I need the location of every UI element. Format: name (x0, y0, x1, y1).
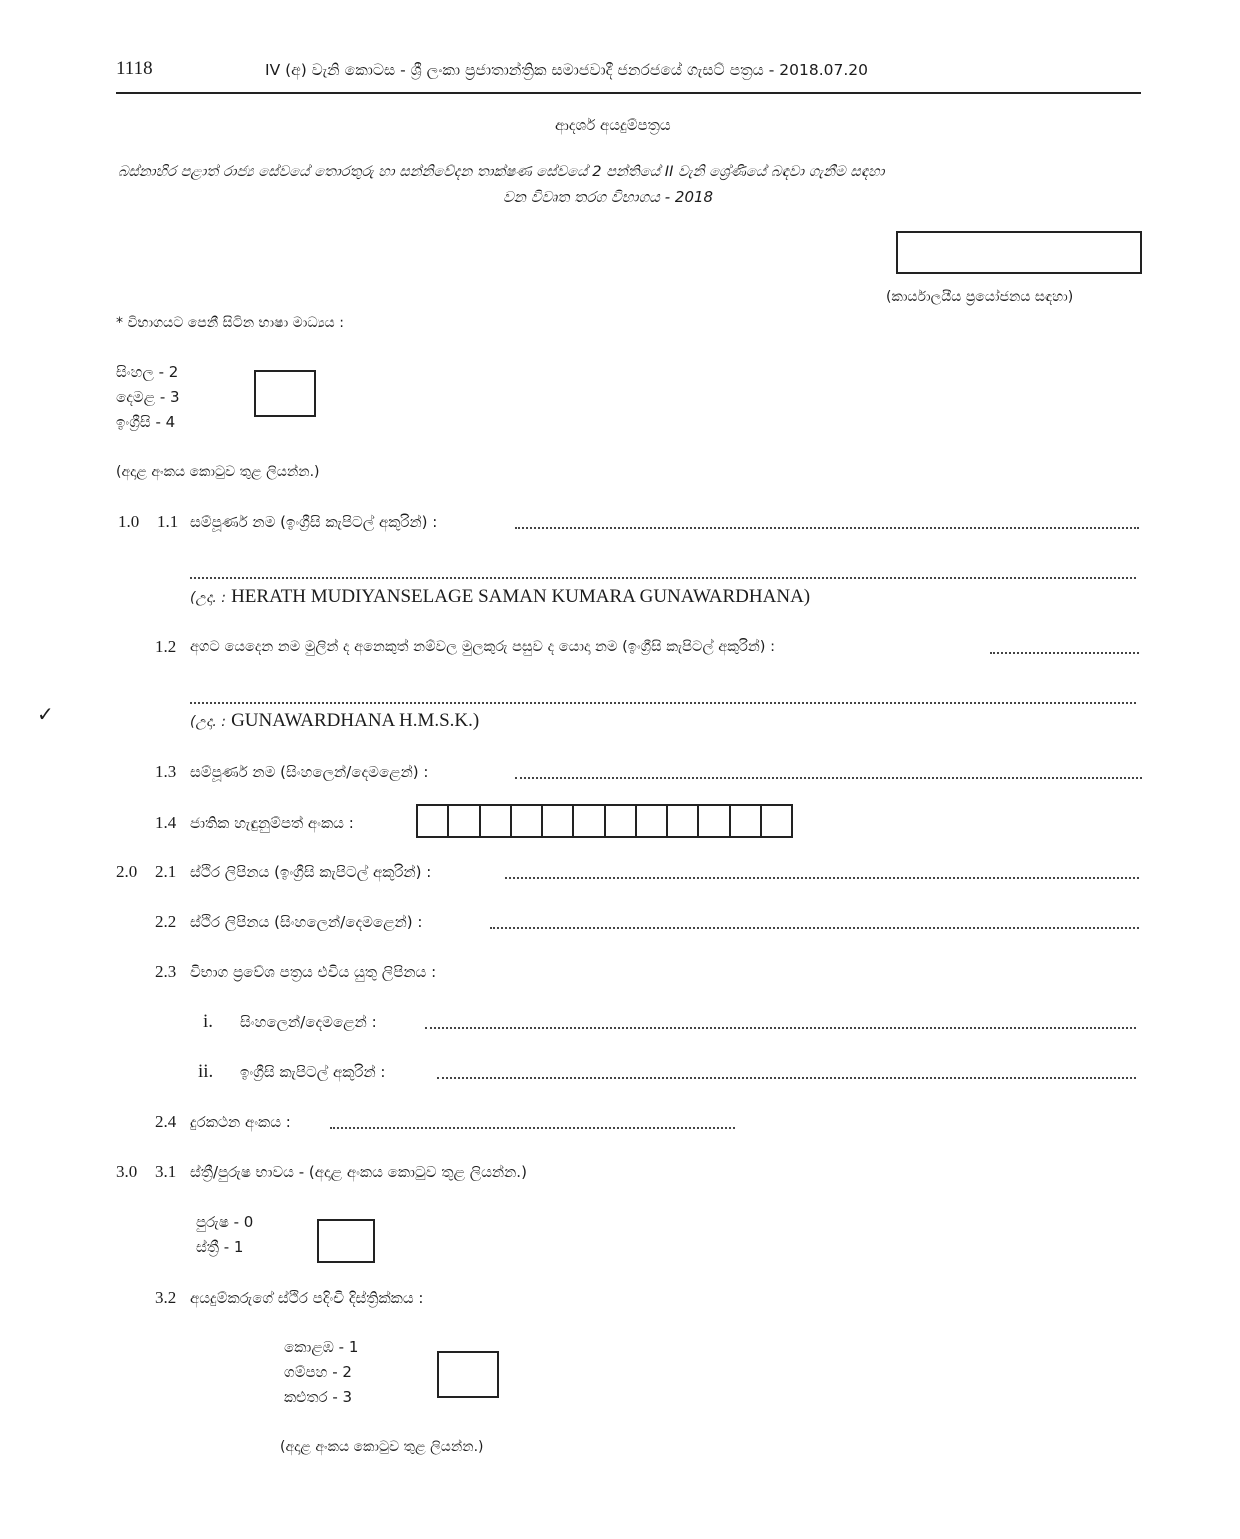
q2-1-label: ස්ථිර ලිපිනය (ඉංග්‍රීසි කැපිටල් අකුරින්) : (190, 863, 432, 881)
q1-4-label: ජාතික හැඳුනුම්පත් අංකය : (190, 814, 354, 832)
q2-3-i-label: සිංහලෙන්/දෙමළෙන් : (240, 1013, 377, 1031)
page-number: 1118 (116, 58, 153, 79)
permanent-address-english-field[interactable] (505, 877, 1139, 879)
full-name-english-field[interactable] (515, 527, 1139, 529)
language-medium-box[interactable] (254, 370, 316, 417)
admission-address-sinhala-tamil-field[interactable] (425, 1027, 1136, 1029)
q2-3-number: 2.3 (155, 962, 177, 981)
section-3-number: 3.0 (116, 1162, 138, 1181)
q1-3-label: සම්පූර්ණ නම (සිංහලෙන්/දෙමළෙන්) : (190, 763, 429, 781)
q2-2-number: 2.2 (155, 912, 177, 931)
form-subtitle-line2: වන විවෘත තරග විභාගය - 2018 (503, 188, 714, 206)
nic-digit-box[interactable] (762, 806, 791, 836)
district-box-instruction: (අදාළ අංකය කොටුව තුළ ලියන්න.) (280, 1439, 484, 1455)
q2-2-label: ස්ථිර ලිපිනය (සිංහලෙන්/දෙමළෙන්) : (190, 913, 423, 931)
q3-2-number: 3.2 (155, 1288, 177, 1307)
language-option-english: ඉංග්‍රීසි - 4 (116, 413, 176, 431)
q1-2-example-value: GUNAWARDHANA H.M.S.K.) (231, 710, 480, 731)
nic-digit-box[interactable] (543, 806, 574, 836)
q1-1-number: 1.1 (157, 512, 179, 531)
nic-digit-box[interactable] (637, 806, 668, 836)
telephone-number-field[interactable] (330, 1127, 735, 1129)
q1-1-example-value: HERATH MUDIYANSELAGE SAMAN KUMARA GUNAWARDHANA) (231, 586, 811, 607)
nic-digit-box[interactable] (481, 806, 512, 836)
q2-3-ii-number: ii. (198, 1061, 214, 1082)
name-with-initials-field[interactable] (990, 652, 1139, 654)
q2-3-i-number: i. (203, 1011, 214, 1032)
district-option-kalutara: කළුතර - 3 (284, 1388, 353, 1406)
q1-1-example-prefix: (උදා. : (190, 590, 226, 606)
nic-digit-box[interactable] (449, 806, 480, 836)
gender-option-female: ස්ත්‍රී - 1 (196, 1238, 244, 1256)
q1-2-example-prefix: (උදා. : (190, 714, 226, 730)
nic-digit-box[interactable] (668, 806, 699, 836)
name-with-initials-field-line2[interactable] (190, 702, 1136, 704)
language-box-instruction: (අදාළ අංකය කොටුව තුළ ලියන්න.) (116, 464, 320, 480)
q2-4-label: දුරකථන අංකය : (190, 1113, 291, 1131)
q2-3-label: විභාග ප්‍රවේශ පත්‍රය එවිය යුතු ලිපිනය : (190, 963, 437, 981)
nic-number-boxes[interactable] (416, 804, 793, 838)
form-title: ආදර්ශ අයදුම්පත්‍රය (555, 116, 671, 134)
q2-1-number: 2.1 (155, 862, 177, 881)
nic-digit-box[interactable] (418, 806, 449, 836)
q1-1-label: සම්පූර්ණ නම (ඉංග්‍රීසි කැපිටල් අකුරින්) : (190, 513, 438, 531)
district-option-gampaha: ගම්පහ - 2 (284, 1363, 352, 1381)
full-name-sinhala-tamil-field[interactable] (515, 777, 1142, 779)
district-option-colombo: කොළඹ - 1 (284, 1338, 359, 1356)
q1-4-number: 1.4 (155, 813, 177, 832)
gender-option-male: පුරුෂ - 0 (196, 1213, 254, 1231)
q1-2-label: අගට යෙදෙන නම මුලින් ද අනෙකුත් නම්වල මුලකුරු පසුව ද යොදා නම (ඉංග්‍රීසි කැපිටල් අකුරින්) : (190, 638, 776, 655)
form-subtitle-line1: බස්නාහිර පළාත් රාජ්‍ය සේවයේ තොරතුරු හා සන්නිවේදන තාක්ෂණ සේවයේ 2 පන්තියේ II වැනි ශ්‍රේණියේ බඳවා ගැනීම සඳහා (118, 163, 885, 180)
nic-digit-box[interactable] (606, 806, 637, 836)
q3-1-number: 3.1 (155, 1162, 177, 1181)
full-name-english-field-line2[interactable] (190, 577, 1136, 579)
q2-4-number: 2.4 (155, 1112, 177, 1131)
permanent-address-sinhala-tamil-field[interactable] (490, 927, 1139, 929)
margin-check-mark: ✓ (37, 702, 54, 726)
nic-digit-box[interactable] (512, 806, 543, 836)
nic-digit-box[interactable] (731, 806, 762, 836)
language-medium-label: * විභාගයට පෙනී සිටින භාෂා මාධ්‍යය : (116, 315, 344, 331)
office-use-box (896, 231, 1142, 274)
gender-box[interactable] (317, 1219, 375, 1263)
q1-2-number: 1.2 (155, 637, 177, 656)
section-2-number: 2.0 (116, 862, 138, 881)
q2-3-ii-label: ඉංග්‍රීසි කැපිටල් අකුරින් : (240, 1063, 386, 1081)
section-1-number: 1.0 (118, 512, 140, 531)
q1-3-number: 1.3 (155, 762, 177, 781)
nic-digit-box[interactable] (699, 806, 730, 836)
running-title: IV (අ) වැනි කොටස - ශ්‍රී ලංකා ප්‍රජාතාන්ත්‍රික සමාජවාදී ජනරජයේ ගැසට් පත්‍රය - 2018.07.20 (265, 61, 869, 79)
q1-1-example (190, 586, 810, 608)
q1-2-example (190, 710, 479, 732)
district-box[interactable] (437, 1351, 499, 1398)
admission-address-english-field[interactable] (437, 1077, 1136, 1079)
header-rule (116, 92, 1141, 94)
q3-2-label: අයදුම්කරුගේ ස්ථිර පදිංචි දිස්ත්‍රික්කය : (190, 1289, 424, 1307)
language-option-sinhala: සිංහල - 2 (116, 363, 179, 381)
office-use-label: (කාර්යාලයීය ප්‍රයෝජනය සඳහා) (886, 289, 1074, 305)
language-option-tamil: දෙමළ - 3 (116, 388, 180, 406)
nic-digit-box[interactable] (574, 806, 605, 836)
q3-1-label: ස්ත්‍රී/පුරුෂ භාවය - (අදාළ අංකය කොටුව තුළ ලියන්න.) (190, 1163, 527, 1181)
